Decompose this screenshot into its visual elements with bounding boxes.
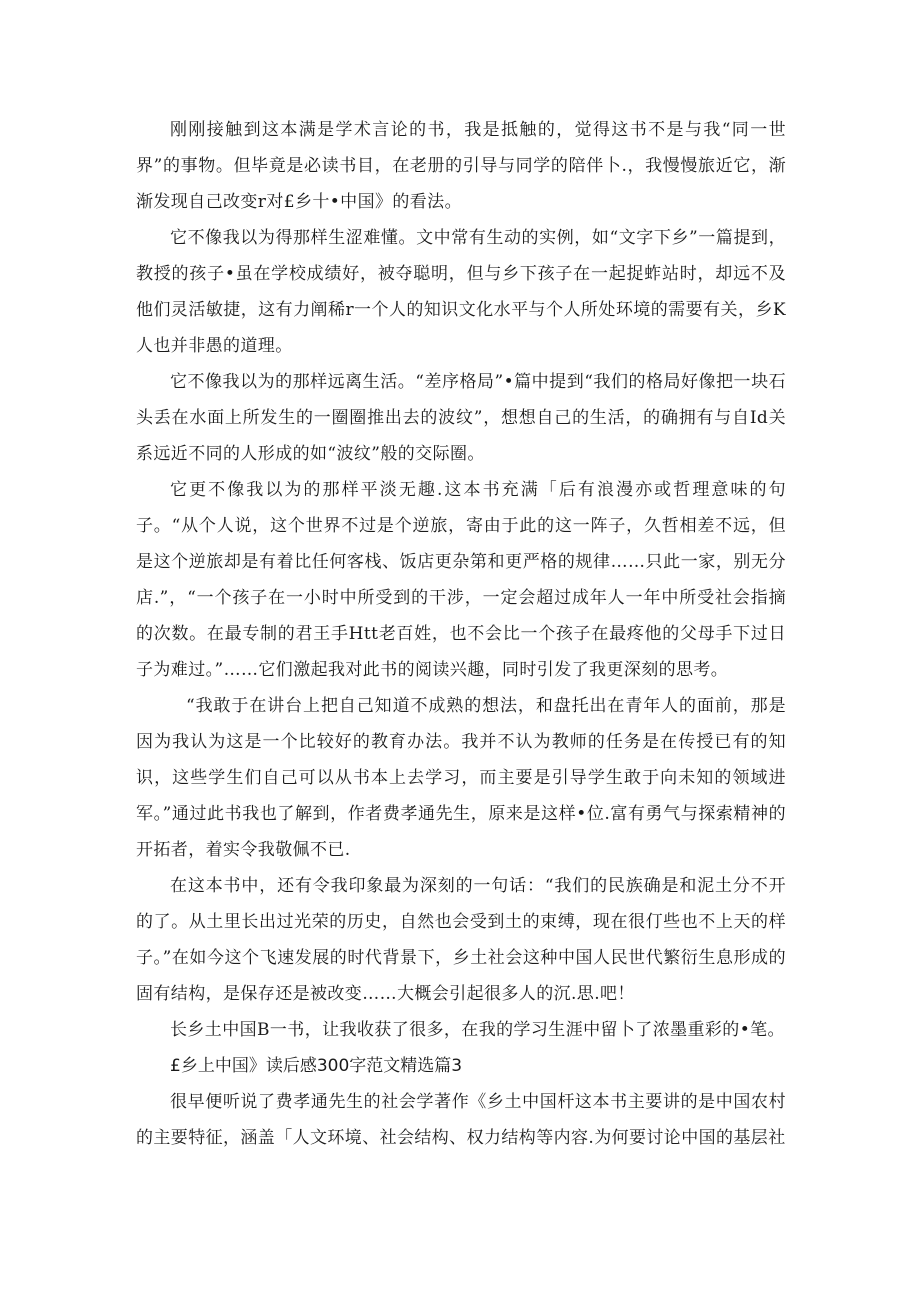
paragraph-8: 很早便听说了费孝通先生的社会学著作《乡土中国杆这本书主要讲的是中国农村的主要特征，涵盖「人文环境、社会结构、权力结构等内容.为何要讨论中国的基层社	[136, 1092, 786, 1148]
paragraph-5: “我敢于在讲台上把自己知道不成熟的想法，和盘托出在青年人的面前，那是因为我认为这是一个比较好的教育办法。我并不认为教师的任务是在传授已有的知识，这些学生们自己可以从书本上去学习，而主要是引导学生敢于向未知的领域进军。”通过此书我也了解到，作者费孝通先生，原来是这样•位.富有勇气与探索精神的开拓者，着实令我敬佩不已.	[136, 696, 786, 860]
paragraph-4: 它更不像我以为的那样平淡无趣.这本书充满「后有浪漫亦或哲理意味的句子。“从个人说，这个世界不过是个逆旅，寄由于此的这一阵子，久哲相差不远，但是这个逆旅却是有着比任何客栈、饭店更杂第和更严格的规律……只此一家，别无分店.”，“一个孩子在一小时中所受到的干涉，一定会超过成年人一年中所受社会指摘的次数。在最专制的君王手Htt老百姓，也不会比一个孩子在最疼他的父母手下过日子为难过。”……它们激起我对此书的阅读兴趣，同时引发了我更深刻的思考。	[136, 480, 786, 680]
paragraph-6: 在这本书中，还有令我印象最为深刻的一句话：“我们的民族确是和泥土分不开的了。从土里长出过光荣的历史，自然也会受到土的束缚，现在很仃些也不上天的样子。”在如今这个飞速发展的时代背景下，乡土社会这种中国人民世代繁衍生息形成的固有结构，是保存还是被改变……大概会引起很多人的沉.思.吧！	[136, 876, 786, 1004]
paragraph-7: 长乡土中国B一书，让我收获了很多，在我的学习生涯中留卜了浓墨重彩的•笔。	[170, 1020, 785, 1040]
paragraph-3: 它不像我以为的那样远离生活。“差序格局”•篇中提到“我们的格局好像把一块石头丢在水面上所发生的一圈圈推出去的波纹”，想想自己的生活，的确拥有与自Id关系远近不同的人形成的如“波纹”般的交际圈。	[136, 372, 786, 464]
section-heading: £乡上中国》读后感300字范文精选篇3	[170, 1056, 463, 1076]
paragraph-1: 刚刚接触到这本满是学术言论的书，我是抵触的，觉得这书不是与我“同一世界”的事物。但毕竟是必读书目，在老册的引导与同学的陪伴卜.，我慢慢旅近它，渐渐发现自己改变r对£乡十•中国》的看法。	[136, 120, 786, 212]
paragraph-2: 它不像我以为得那样生涩难懂。文中常有生动的实例，如“文字下乡”一篇提到，教授的孩子•虽在学校成绩好，被夺聪明，但与乡下孩子在一起捉蚱站时，却远不及他们灵活敏捷，这有力阐稀r一个人的知识文化水平与个人所处环境的需要有关，乡K人也并非愚的道理。	[136, 228, 786, 356]
